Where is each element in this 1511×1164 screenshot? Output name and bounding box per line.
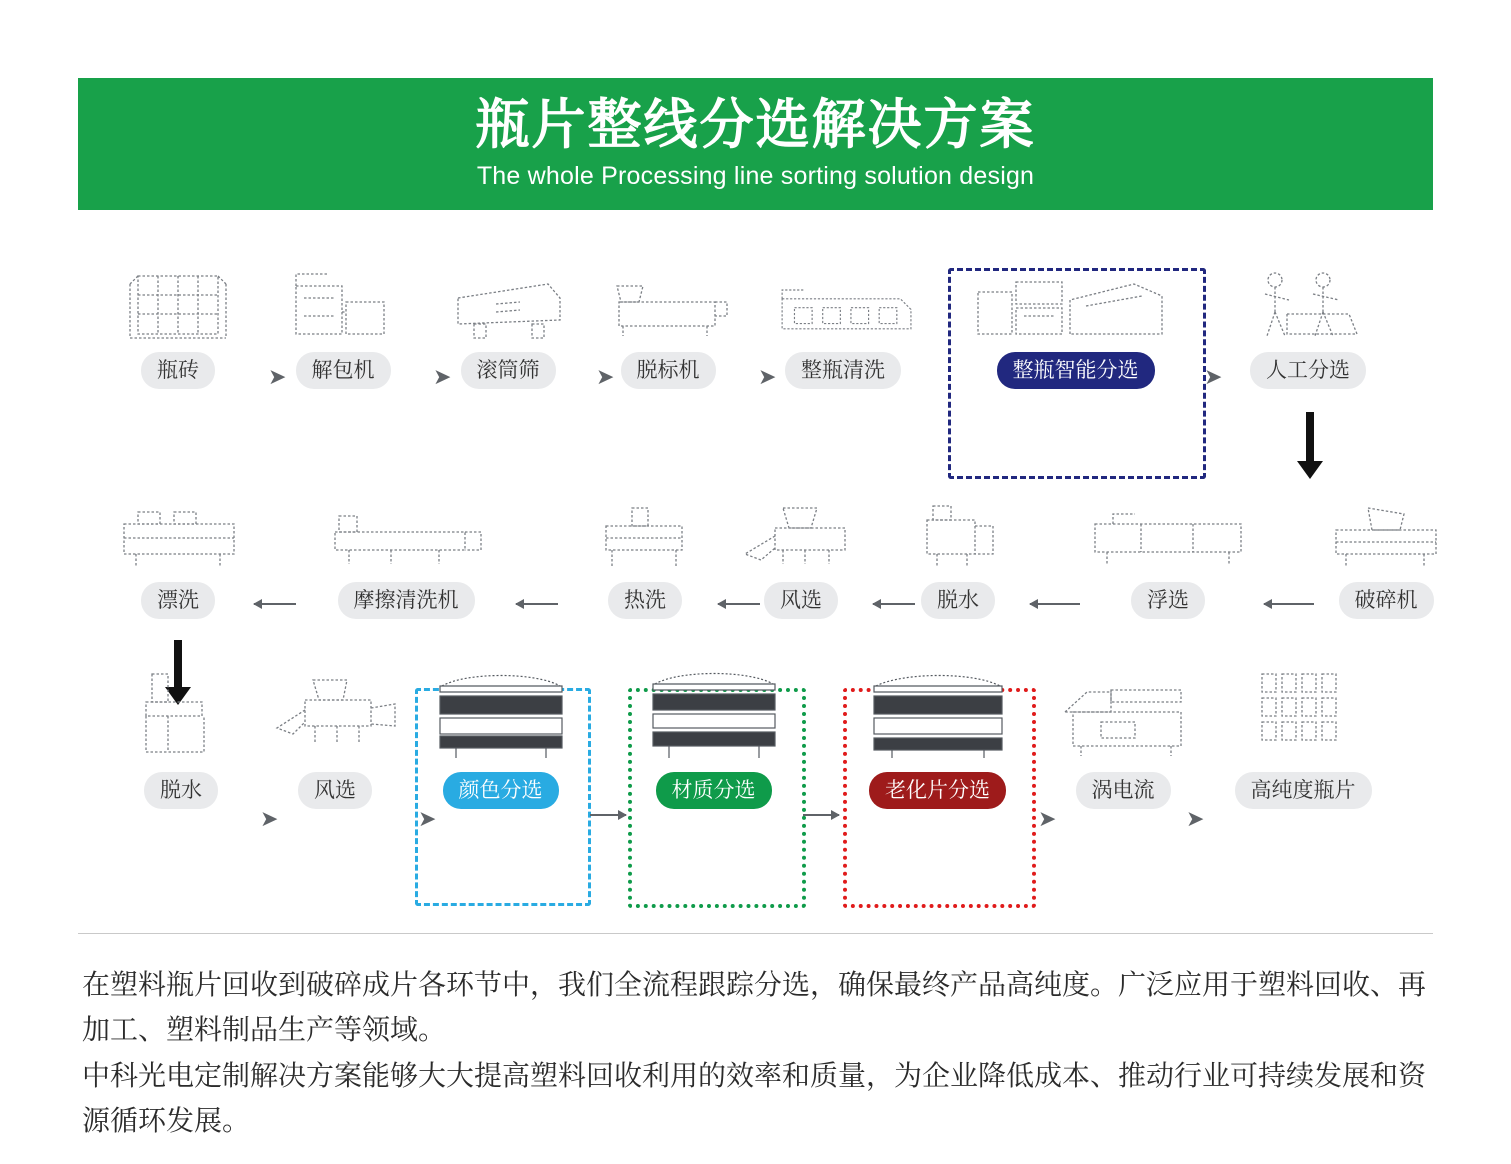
rinsing-icon	[103, 490, 253, 572]
page-subtitle: The whole Processing line sorting solution design	[476, 161, 1035, 190]
flow-node-debaler[interactable]	[268, 260, 418, 389]
flow-node-label: 解包机	[296, 352, 391, 389]
manual-sorting-icon	[1218, 260, 1398, 342]
flow-node-label: 整瓶清洗	[785, 352, 901, 389]
arrow-right-icon: ➤	[260, 806, 279, 831]
label-remover-icon	[593, 260, 743, 342]
eddy-current-icon	[1048, 680, 1198, 762]
arrow-left-icon	[1030, 603, 1080, 605]
flow-node-label: 风选	[298, 772, 372, 809]
bottle-washer-icon	[768, 260, 918, 342]
flow-node-material-sorter[interactable]	[636, 680, 791, 809]
flow-node-label: 风选	[764, 582, 838, 619]
flow-node-label: 漂洗	[141, 582, 215, 619]
flow-node-label-remover[interactable]	[593, 260, 743, 389]
flow-node-color-sorter[interactable]	[423, 680, 578, 809]
flow-node-air-separator-2[interactable]	[260, 680, 410, 809]
flow-node-label: 瓶砖	[141, 352, 215, 389]
color-sorter-icon	[423, 680, 578, 762]
footer-divider	[78, 933, 1433, 934]
arrow-right-icon: ➤	[418, 806, 437, 831]
flow-node-dewatering[interactable]	[883, 490, 1033, 619]
page-header	[78, 78, 1433, 210]
aged-flake-sorter-icon	[850, 680, 1025, 762]
flow-node-label: 材质分选	[656, 772, 772, 809]
air-separator-icon	[726, 490, 876, 572]
arrow-right-icon: ➤	[1038, 806, 1057, 831]
arrow-right-long	[590, 814, 626, 816]
flow-node-bale[interactable]	[103, 260, 253, 389]
flow-node-manual-sorting[interactable]	[1218, 260, 1398, 389]
arrow-right-icon: ➤	[758, 364, 777, 389]
flow-node-pure-flakes[interactable]	[1198, 680, 1408, 809]
flow-node-label: 颜色分选	[443, 772, 559, 809]
flow-node-label: 浮选	[1131, 582, 1205, 619]
flow-node-label: 破碎机	[1339, 582, 1434, 619]
air-separator-icon	[260, 680, 410, 762]
flow-node-label: 脱水	[921, 582, 995, 619]
material-sorter-icon	[636, 680, 791, 762]
arrow-right-icon: ➤	[1186, 806, 1205, 831]
arrow-right-icon: ➤	[596, 364, 615, 389]
arrow-right-icon: ➤	[268, 364, 287, 389]
arrow-left-icon	[254, 603, 296, 605]
debaler-icon	[268, 260, 418, 342]
bale-icon	[103, 260, 253, 342]
flow-node-aged-flake-sorter[interactable]	[850, 680, 1025, 809]
flow-node-rinsing[interactable]	[103, 490, 253, 619]
footer-paragraph-2: 中科光电定制解决方案能够大大提高塑料回收利用的效率和质量，为企业降低成本、推动行业可持续发展和资源循环发展。	[82, 1059, 1427, 1137]
footer-paragraph-1: 在塑料瓶片回收到破碎成片各环节中，我们全流程跟踪分选，确保最终产品高纯度。广泛应用于塑料回收、再加工、塑料制品生产等领域。	[82, 969, 1427, 1046]
flow-row-3	[78, 680, 1438, 860]
flow-node-label: 高纯度瓶片	[1235, 772, 1372, 809]
flow-node-label: 老化片分选	[869, 772, 1006, 809]
float-separation-icon	[1078, 490, 1258, 572]
smart-bottle-sorter-icon	[958, 260, 1193, 342]
flow-row-1	[78, 260, 1438, 440]
flow-node-label: 脱水	[144, 772, 218, 809]
flow-node-label: 热洗	[608, 582, 682, 619]
flow-node-label: 人工分选	[1250, 352, 1366, 389]
arrow-down-row1-to-row2	[1306, 412, 1314, 462]
flow-node-air-separator[interactable]	[726, 490, 876, 619]
arrow-left-icon	[516, 603, 558, 605]
flow-node-bottle-washer[interactable]	[768, 260, 918, 389]
trommel-screen-icon	[433, 260, 583, 342]
friction-washer-icon	[306, 490, 506, 572]
flow-node-crusher[interactable]	[1296, 490, 1476, 619]
dewatering-icon	[106, 680, 256, 762]
flow-node-label: 整瓶智能分选	[997, 352, 1155, 389]
arrow-right-icon: ➤	[1204, 364, 1223, 389]
crusher-icon	[1296, 490, 1476, 572]
flow-node-label: 摩擦清洗机	[338, 582, 475, 619]
arrow-right-icon: ➤	[433, 364, 452, 389]
flow-node-eddy-current[interactable]	[1048, 680, 1198, 809]
flow-node-label: 脱标机	[621, 352, 716, 389]
dewatering-icon	[883, 490, 1033, 572]
flow-row-2	[78, 490, 1438, 670]
flow-node-trommel-screen[interactable]	[433, 260, 583, 389]
flow-node-label: 涡电流	[1076, 772, 1171, 809]
flow-node-float-separation[interactable]	[1078, 490, 1258, 619]
process-flow-diagram	[78, 240, 1438, 920]
footer-description	[82, 962, 1442, 1143]
page-title: 瓶片整线分选解决方案	[475, 95, 1036, 156]
flow-node-dewatering-2[interactable]	[106, 680, 256, 809]
arrow-right-long	[803, 814, 839, 816]
pure-flakes-icon	[1198, 680, 1408, 762]
flow-node-hot-wash[interactable]	[570, 490, 720, 619]
hot-wash-icon	[570, 490, 720, 572]
flow-node-friction-washer[interactable]	[306, 490, 506, 619]
flow-node-smart-bottle-sorter[interactable]	[958, 260, 1193, 389]
flow-node-label: 滚筒筛	[461, 352, 556, 389]
